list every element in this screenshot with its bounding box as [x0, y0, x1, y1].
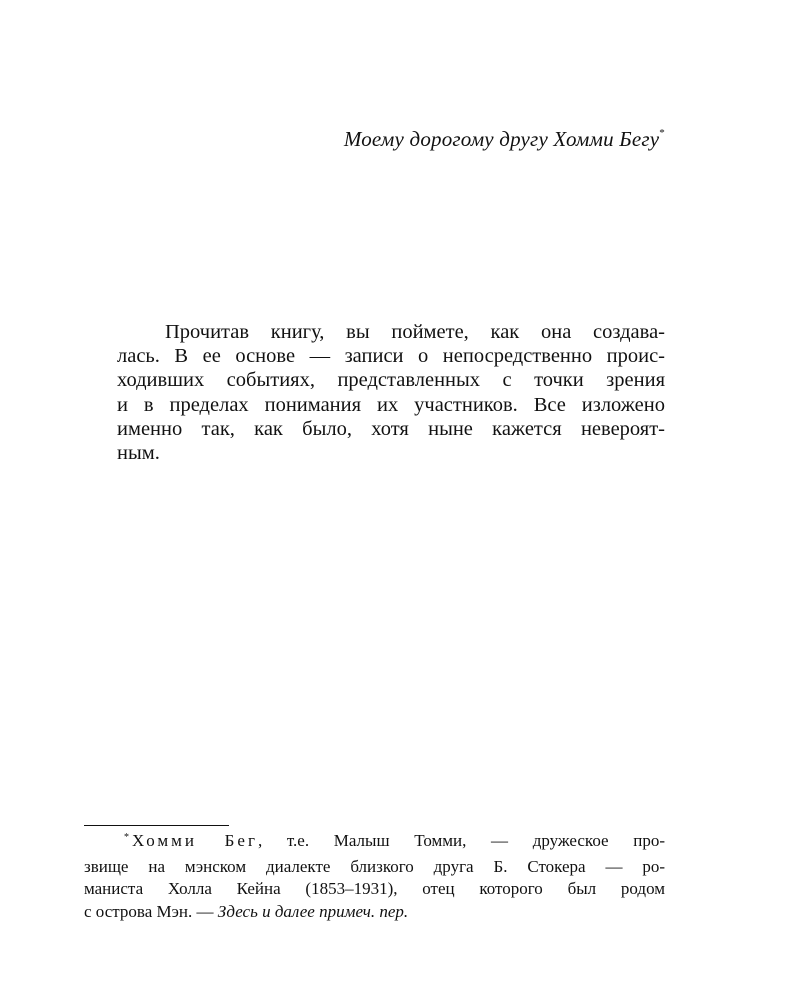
body-line-5: именно так, как было, хотя ныне кажется невероят- — [117, 417, 665, 440]
body-line-1: Прочитав книгу, вы поймете, как она создава- — [165, 321, 665, 343]
footnote-divider — [84, 825, 229, 826]
body-line-6: ным. — [117, 442, 160, 465]
footnote-mark: * — [124, 832, 129, 843]
footnote-line-1-rest: , т.е. Малыш Томми, — дружеское про- — [257, 831, 666, 850]
body-line-2: лась. В ее основе — записи о непосредственно проис- — [117, 345, 665, 368]
body-line-4: и в пределах понимания их участников. Все изложено — [117, 393, 665, 416]
footnote-line-2: звище на мэнском диалекте близкого друга Б. Стокера — ро- — [84, 856, 665, 876]
body-paragraph — [117, 320, 665, 465]
footnote-line-4 — [84, 901, 665, 924]
dedication-footnote-mark: * — [659, 127, 665, 139]
footnote — [84, 830, 665, 923]
footnote-editor-note: Здесь и далее примеч. пер. — [217, 901, 409, 921]
footnote-line-4-plain: с острова Мэн. — — [84, 901, 218, 921]
dedication — [344, 127, 665, 152]
footnote-line-1 — [84, 830, 665, 856]
footnote-line-3: маниста Холла Кейна (1853–1931), отец которого был родом — [84, 879, 665, 898]
dedication-text: Моему дорогому другу Хомми Бегу — [343, 127, 660, 151]
body-line-3: ходивших событиях, представленных с точки зрения — [117, 369, 665, 392]
footnote-name: Хомми Бег — [132, 831, 258, 850]
